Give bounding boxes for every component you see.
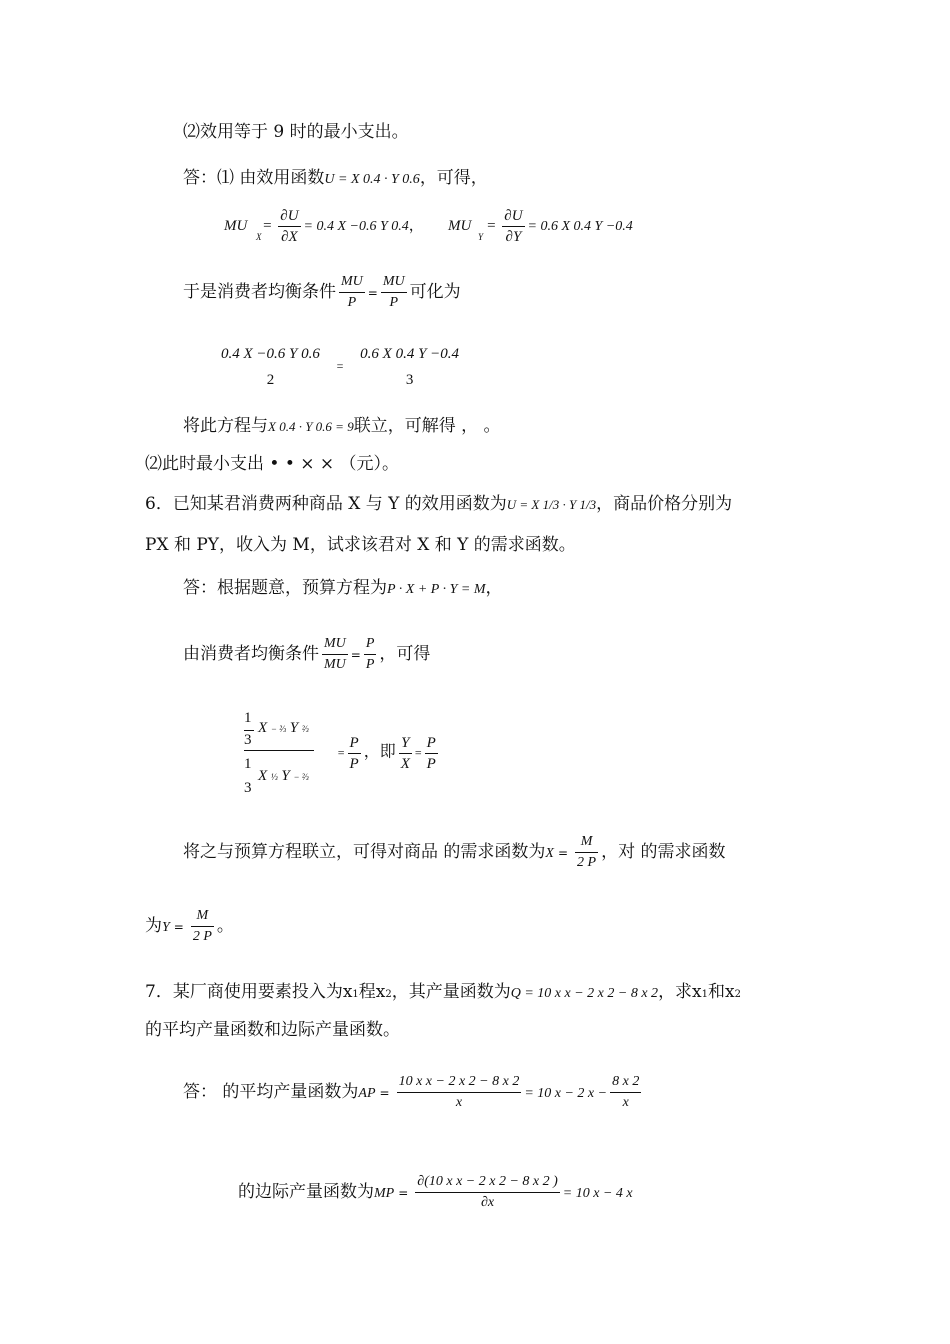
mux-value: = 0.4 X −0.6 Y 0.4 bbox=[303, 218, 409, 234]
budget-equation: P · X + P · Y = M bbox=[387, 582, 486, 597]
ji: ，即 bbox=[363, 741, 396, 761]
question-part-2: ⑵效用等于 9 时的最小支出。 bbox=[183, 122, 409, 142]
separator: ， bbox=[408, 217, 424, 234]
den: ∂x bbox=[480, 1195, 495, 1210]
mu-ratio bbox=[322, 634, 348, 675]
prefix: 答： 的平均产量函数为 bbox=[183, 1082, 359, 1102]
q6-text-a: 6．已知某君消费两种商品 X 与 Y 的效用函数为 bbox=[145, 494, 507, 514]
demand-x-line: 将之与预算方程联立，可得对商品 的需求函数为X = $\frac{M}{2 P}$ ，对 的需求函数 bbox=[183, 832, 726, 873]
constraint: X 0.4 · Y 0.6 = 9 bbox=[268, 419, 354, 434]
muy-value: = 0.6 X 0.4 Y −0.4 bbox=[527, 218, 633, 234]
num: 0.4 X −0.6 Y 0.6 bbox=[221, 346, 320, 362]
mu-label: MU bbox=[224, 217, 248, 234]
num: P bbox=[348, 733, 361, 754]
du: ∂U bbox=[278, 206, 300, 227]
suffix: ， bbox=[485, 578, 503, 598]
num: M bbox=[191, 906, 214, 927]
den: 3 bbox=[405, 372, 414, 388]
question-7: 7．某厂商使用要素投入为x1程x2，其产量函数为Q = 10 x x − 2 x 2 − 8 x 2，求x1和x2 bbox=[145, 982, 741, 1002]
eq: = bbox=[398, 1186, 409, 1200]
compound-fraction: 1 3 X − ⅔ Y ⅔ 1 3 X ⅓ Y − ⅔ bbox=[244, 710, 334, 796]
utility-function-2: U = X 1/3 · Y 1/3 bbox=[506, 497, 597, 512]
q7-a: 7．某厂商使用要素投入为x bbox=[145, 982, 353, 1002]
equilibrium-equation: 0.4 X −0.6 Y 0.6 2 = 0.6 X 0.4 Y −0.4 3 bbox=[221, 346, 460, 388]
du: ∂U bbox=[502, 206, 524, 227]
equilibrium-condition-line: 于是消费者均衡条件 $\frac{MU}{P}$ = $\frac{MU}{P}$ 可化为 bbox=[183, 272, 461, 313]
demand-y-line: 为Y = $\frac{M}{2 P}$ 。 bbox=[145, 906, 234, 947]
minimum-expenditure: ⑵此时最小支出 • • × × （元）。 bbox=[145, 454, 400, 474]
den: x bbox=[455, 1095, 463, 1110]
num: 10 x x − 2 x 2 − 8 x 2 bbox=[397, 1072, 522, 1093]
marginal-utility-y: MU Y = $\frac{\partial U}{\partial Y}$ = 0.6 X 0.4 Y −0.4 bbox=[448, 208, 633, 245]
mu-label: MU bbox=[448, 217, 472, 234]
num: MU bbox=[381, 272, 407, 293]
partial-fraction-x bbox=[278, 206, 300, 247]
ap-rhs-fraction bbox=[610, 1072, 641, 1113]
price-ratio bbox=[364, 634, 377, 675]
marginal-utility-x: MU X = $\frac{\partial U}{\partial X}$ = 0.4 X −0.6 Y 0.4， bbox=[224, 208, 424, 245]
den: x bbox=[622, 1095, 629, 1110]
question-7-cont: 的平均产量函数和边际产量函数。 bbox=[145, 1020, 400, 1040]
mp-label: MP bbox=[374, 1186, 395, 1201]
budget-line bbox=[183, 576, 503, 602]
price-ratio-2 bbox=[348, 733, 361, 774]
derived-equation: 1 3 X − ⅔ Y ⅔ 1 3 X ⅓ Y − ⅔ = $\frac{P}{P}$ ，即 $\frac{Y}{X}$ = $\frac{P}{P}$ bbox=[244, 710, 436, 796]
mp-fraction bbox=[415, 1172, 560, 1213]
num: ∂(10 x x − 2 x 2 − 8 x 2 ) bbox=[415, 1172, 560, 1193]
one-third-num-2: 1 bbox=[244, 756, 252, 772]
prefix: 将之与预算方程联立，可得对商品 的需求函数为 bbox=[183, 842, 546, 862]
dx: ∂X bbox=[281, 229, 298, 245]
dy: ∂Y bbox=[505, 229, 522, 245]
suffix: ，可得 bbox=[379, 644, 431, 664]
q7-e: 和x bbox=[708, 982, 735, 1002]
num: M bbox=[575, 832, 598, 853]
demand-x-fraction bbox=[575, 832, 598, 873]
q7-b: 程x bbox=[358, 982, 386, 1002]
q6-text-b: ，商品价格分别为 bbox=[596, 494, 733, 514]
den: P bbox=[426, 755, 436, 772]
production-function: Q = 10 x x − 2 x 2 − 8 x 2 bbox=[510, 986, 659, 1001]
den: P bbox=[347, 295, 357, 310]
answer-prefix: 答：⑴ 由效用函数 bbox=[183, 168, 325, 188]
question-6-cont: PX 和 PY，收入为 M，试求该君对 X 和 Y 的需求函数。 bbox=[145, 535, 576, 555]
q7-d: ，求x bbox=[658, 982, 702, 1002]
utility-function: U = X 0.4 · Y 0.6 bbox=[324, 172, 420, 187]
den: P bbox=[389, 295, 399, 310]
one-third-den-2: 3 bbox=[244, 780, 252, 796]
suffix: ，对 的需求函数 bbox=[601, 842, 726, 862]
one-third-den: 3 bbox=[244, 732, 252, 748]
den: X bbox=[400, 755, 410, 772]
den: P bbox=[349, 755, 359, 772]
yx-ratio bbox=[399, 733, 412, 774]
num: 8 x 2 bbox=[610, 1072, 641, 1093]
q7-c: ，其产量函数为 bbox=[391, 982, 511, 1002]
num: P bbox=[425, 733, 438, 754]
label-prefix: 于是消费者均衡条件 bbox=[183, 282, 336, 302]
ap-rhs: = 10 x − 2 x − bbox=[524, 1086, 608, 1101]
num: MU bbox=[322, 634, 348, 655]
average-product-line bbox=[183, 1072, 644, 1113]
eq: = bbox=[379, 1086, 390, 1100]
prefix: 由消费者均衡条件 bbox=[183, 644, 319, 664]
num: P bbox=[364, 634, 377, 655]
right-fraction bbox=[358, 344, 461, 390]
den: 2 P bbox=[577, 855, 597, 870]
mu-ratio-x bbox=[339, 272, 365, 313]
one-third-num: 1 bbox=[244, 710, 252, 726]
prefix: 为 bbox=[145, 916, 162, 936]
prefix: 将此方程与 bbox=[183, 416, 268, 436]
marginal-product-line bbox=[238, 1172, 633, 1213]
joint-solution-line bbox=[183, 414, 501, 439]
price-ratio-3 bbox=[425, 733, 438, 774]
left-fraction bbox=[219, 344, 322, 390]
prefix: 答：根据题意，预算方程为 bbox=[183, 578, 387, 598]
ap-label: AP bbox=[358, 1086, 376, 1101]
num: 0.6 X 0.4 Y −0.4 bbox=[360, 346, 460, 362]
mu-ratio-y bbox=[381, 272, 407, 313]
mp-rhs: = 10 x − 4 x bbox=[562, 1186, 633, 1201]
answer-suffix: ，可得， bbox=[419, 168, 488, 188]
x-var: X bbox=[545, 846, 554, 861]
ap-fraction bbox=[397, 1072, 522, 1113]
den: MU bbox=[324, 657, 346, 672]
y-var: Y bbox=[162, 920, 170, 935]
answer-part-1-intro bbox=[183, 166, 488, 192]
label-suffix: 可化为 bbox=[409, 282, 461, 302]
suffix: 。 bbox=[216, 916, 234, 936]
num: MU bbox=[339, 272, 365, 293]
equilibrium-line-2: 由消费者均衡条件 $\frac{MU}{MU}$ = $\frac{P}{P}$ ，可得 bbox=[183, 634, 430, 675]
den: 2 bbox=[266, 372, 275, 388]
demand-y-fraction bbox=[191, 906, 214, 947]
question-6 bbox=[145, 492, 732, 517]
den: P bbox=[365, 657, 375, 672]
den: 2 P bbox=[192, 929, 212, 944]
num: Y bbox=[399, 733, 412, 754]
suffix: 联立，可解得 ， 。 bbox=[353, 416, 501, 436]
prefix: 的边际产量函数为 bbox=[238, 1182, 374, 1202]
partial-fraction-y bbox=[502, 206, 524, 247]
